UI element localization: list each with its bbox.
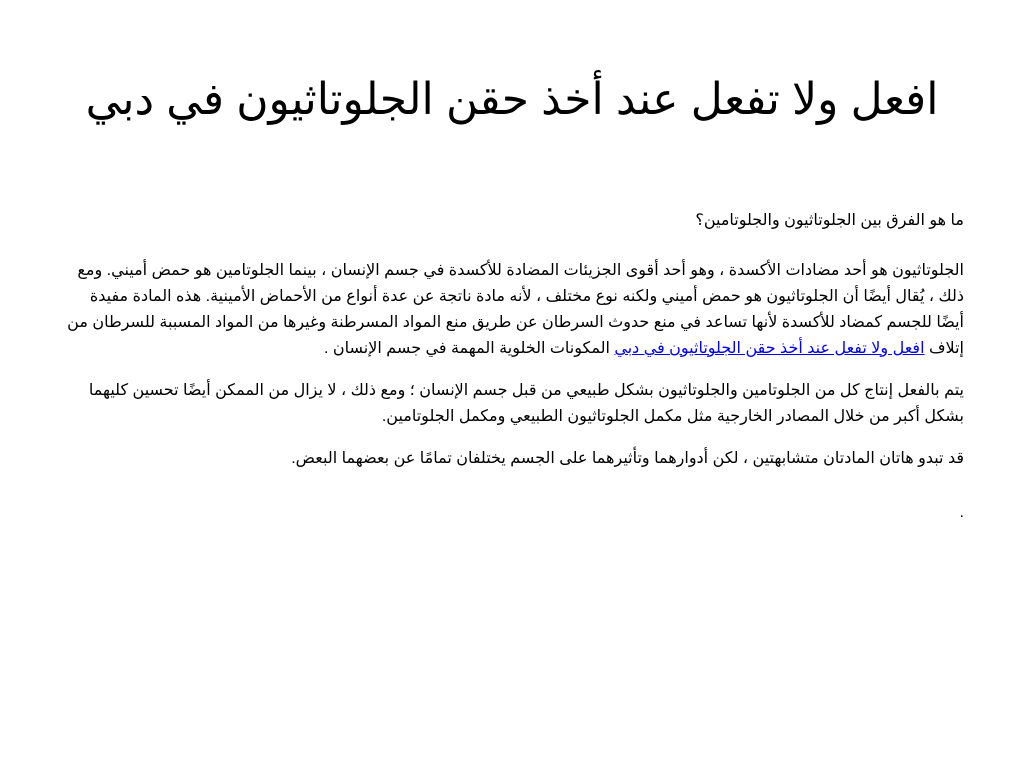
paragraph-text-before-link: الجلوتاثيون هو أحد مضادات الأكسدة ، وهو أحد أقوى الجزيئات المضادة للأكسدة في جسم الإنسان ، بينما الجلوتامين هو حمض أميني. ومع ذلك ، يُقال أيضًا أن الجلوتاثيون هو حمض أميني ولكنه نوع مختلف ، لأنه مادة ناتجة عن عدة أنواع من الأحماض الأمينية. هذه المادة مفيدة أيضًا للجسم كمضاد للأكسدة لأنها تساعد في منع حدوث السرطان عن طريق منع المواد المسرطنة وغيرها من المواد المسببة للسرطان من إتلاف	[67, 262, 964, 357]
page-title: افعل ولا تفعل عند أخذ حقن الجلوتاثيون في دبي	[85, 75, 939, 124]
trailing-dot: .	[959, 504, 964, 521]
content-body	[60, 208, 964, 542]
glutathione-injections-link[interactable]: افعل ولا تفعل عند أخذ حقن الجلوتاثيون في دبي	[614, 340, 925, 357]
difference-paragraph: قد تبدو هاتان المادتان متشابهتين ، لكن أدوارهما وتأثيرهما على الجسم يختلفان تمامًا عن بعضهما البعض.	[291, 450, 964, 467]
production-paragraph: يتم بالفعل إنتاج كل من الجلوتامين والجلوتاثيون بشكل طبيعي من قبل جسم الإنسان ؛ ومع ذلك ، لا يزال من الممكن أيضًا تحسين كليهما بشكل أكبر من خلال المصادر الخارجية مثل مكمل الجلوتاثيون الطبيعي ومكمل الجلوتامين.	[88, 382, 964, 425]
glutathione-paragraph	[60, 258, 964, 362]
paragraph-text-after-link: المكونات الخلوية المهمة في جسم الإنسان .	[324, 340, 615, 357]
question-paragraph: ما هو الفرق بين الجلوتاثيون والجلوتامين؟	[695, 212, 964, 229]
